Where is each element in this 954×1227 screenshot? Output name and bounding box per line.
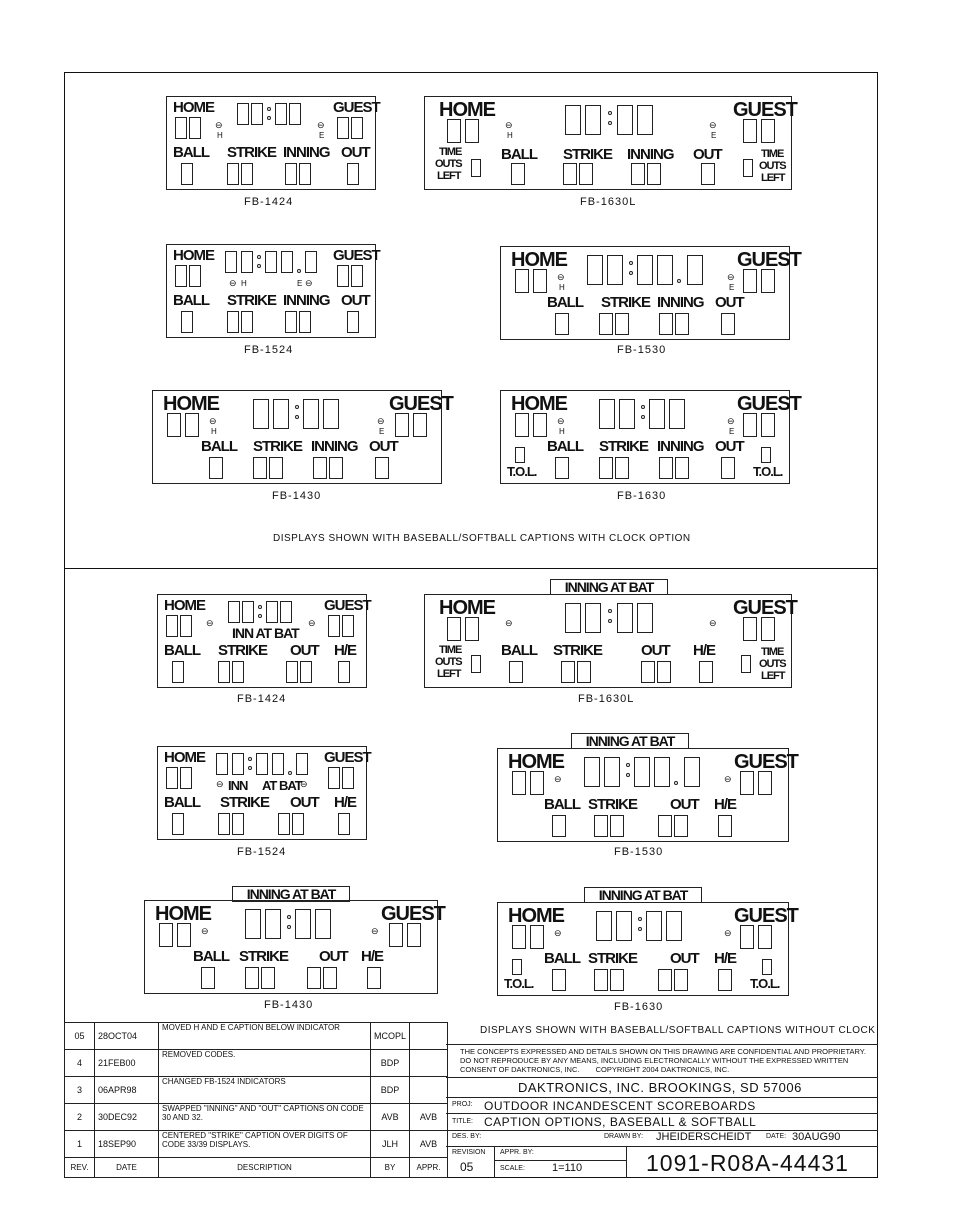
scoreboard-fb-1530-clock: HOME GUEST ⊖ H ⊖ E BALL STRIKE INNING OUT bbox=[500, 246, 790, 340]
indicator-icon: ⊖ bbox=[505, 120, 513, 130]
indicator-icon: ⊖ bbox=[709, 120, 717, 130]
inning-at-bat-banner: INNING AT BAT bbox=[571, 733, 689, 749]
model-label: FB-1630 bbox=[617, 490, 667, 502]
indicator-icon: ⊖ bbox=[209, 416, 217, 426]
drawing-number: 1091-R08A-44431 bbox=[646, 1150, 849, 1176]
inning-at-bat-banner: INNING AT BAT bbox=[550, 579, 668, 595]
section-divider bbox=[64, 568, 878, 569]
indicator-icon: ⊖ bbox=[724, 774, 732, 784]
indicator-icon: ⊖ bbox=[709, 618, 717, 628]
model-label: FB-1530 bbox=[617, 344, 667, 356]
scoreboard-fb-1630l-clock: HOME GUEST ⊖ H ⊖ E TIME OUTS LEFT BALL STRIKE INNING OUT TIME OUTS LEFT bbox=[424, 96, 792, 190]
indicator-icon: ⊖ bbox=[727, 272, 735, 282]
scoreboard-fb-1630l-no-clock: HOME GUEST ⊖ ⊖ TIME OUTS LEFT BALL STRIKE OUT H/E TIME OUTS LEFT bbox=[424, 594, 792, 688]
indicator-icon: ⊖ bbox=[300, 779, 308, 789]
drawn-date: 30AUG90 bbox=[792, 1131, 841, 1143]
scoreboard-fb-1430-no-clock: HOME GUEST ⊖ ⊖ BALL STRIKE OUT H/E bbox=[144, 900, 438, 994]
indicator-icon: ⊖ bbox=[554, 774, 562, 784]
inning-at-bat-banner: INNING AT BAT bbox=[232, 886, 350, 902]
scoreboard-fb-1530-no-clock: HOME GUEST ⊖ ⊖ BALL STRIKE OUT H/E bbox=[497, 748, 789, 842]
model-label: FB-1524 bbox=[244, 344, 294, 356]
scale-value: 1=110 bbox=[552, 1162, 583, 1174]
indicator-icon: ⊖ bbox=[201, 926, 209, 936]
indicator-icon: ⊖ bbox=[229, 278, 237, 288]
indicator-icon: ⊖ bbox=[215, 120, 223, 130]
company-name: DAKTRONICS, INC. BROOKINGS, SD 57006 bbox=[518, 1080, 802, 1095]
scoreboard-fb-1424-no-clock: HOME GUEST ⊖ ⊖ INN AT BAT BALL STRIKE OUT H/E bbox=[157, 594, 367, 688]
revision-number: 05 bbox=[460, 1160, 474, 1174]
scoreboard-fb-1524-clock: HOME GUEST ⊖ H E ⊖ BALL STRIKE INNING OUT bbox=[166, 244, 376, 338]
model-label: FB-1530 bbox=[614, 846, 664, 858]
indicator-icon: ⊖ bbox=[505, 618, 513, 628]
drawing-title: CAPTION OPTIONS, BASEBALL & SOFTBALL bbox=[484, 1115, 757, 1129]
indicator-icon: ⊖ bbox=[371, 926, 379, 936]
indicator-icon: ⊖ bbox=[206, 618, 214, 628]
title-block: THE CONCEPTS EXPRESSED AND DETAILS SHOWN ON THIS DRAWING ARE CONFIDENTIAL AND PROPRIETARY. DO NOT REPRODUCE BY ANY MEANS, INCLUDING ELECTRONICALLY WITHOUT THE EXPRESSED WRITTEN CONSENT OF DAKTRONICS, INC. COPYRIGHT 2004 DAKTRONICS, INC. DAKTRONICS, INC. BROOKINGS, SD 57006 PROJ: OUTDOOR INCANDESCENT SCOREBOARDS TITLE: CAPTION OPTIONS, BASEBALL & SOFTBALL DES. BY: DRAWN BY: JHEIDERSCHEIDT DATE: 30AUG90 REVISION 05 APPR. BY: SCALE: 1=110 1091-R08A-44431 bbox=[446, 1044, 878, 1178]
model-label: FB-1630 bbox=[614, 1001, 664, 1013]
scoreboard-fb-1524-no-clock: HOME GUEST ⊖ INN AT BAT ⊖ BALL STRIKE OUT H/E bbox=[157, 746, 367, 840]
model-label: FB-1630L bbox=[580, 196, 637, 208]
model-label: FB-1524 bbox=[237, 846, 287, 858]
model-label: FB-1430 bbox=[264, 999, 314, 1011]
indicator-icon: ⊖ bbox=[377, 416, 385, 426]
scoreboard-fb-1424-clock: HOME GUEST ⊖ H ⊖ E BALL STRIKE INNING OUT bbox=[166, 96, 376, 190]
guest-caption: GUEST bbox=[333, 99, 380, 116]
indicator-icon: ⊖ bbox=[557, 272, 565, 282]
scoreboard-fb-1630-no-clock: HOME GUEST ⊖ ⊖ BALL STRIKE OUT H/E T.O.L. T.O.L. bbox=[497, 902, 789, 996]
indicator-icon: ⊖ bbox=[727, 416, 735, 426]
model-label: FB-1630L bbox=[578, 693, 635, 705]
revision-table: 05 28OCT04 MOVED H AND E CAPTION BELOW INDICATOR MCOPL 4 21FEB00 REMOVED CODES. BDP 3 06APR98 CHANGED FB-1524 INDICATORS BDP 2 30DEC92 SWAPPED "INNING" AND "OUT" CAPTIONS ON CODE 30 AND 32. AVB AVB 1 18SEP90 CENTERED "STRIKE" CAPTION OVER DIGITS OF CODE 33/39 DISPLAYS. JLH AVB REV. DATE DESCRIPTION BY APPR. bbox=[64, 1022, 448, 1178]
drawn-by: JHEIDERSCHEIDT bbox=[656, 1131, 752, 1143]
indicator-icon: ⊖ bbox=[305, 278, 313, 288]
indicator-icon: ⊖ bbox=[724, 928, 732, 938]
indicator-icon: ⊖ bbox=[317, 120, 325, 130]
note-without-clock: DISPLAYS SHOWN WITH BASEBALL/SOFTBALL CAPTIONS WITHOUT CLOCK bbox=[480, 1025, 876, 1036]
inning-at-bat-banner: INNING AT BAT bbox=[584, 887, 702, 903]
indicator-icon: ⊖ bbox=[308, 618, 316, 628]
scoreboard-fb-1430-clock: HOME GUEST ⊖ H ⊖ E BALL STRIKE INNING OUT bbox=[152, 390, 442, 484]
model-label: FB-1424 bbox=[244, 196, 294, 208]
confidential-notice: THE CONCEPTS EXPRESSED AND DETAILS SHOWN ON THIS DRAWING ARE CONFIDENTIAL AND PROPRIETARY. DO NOT REPRODUCE BY ANY MEANS, INCLUDING ELECTRONICALLY WITHOUT THE EXPRESSED WRITTEN CONSENT OF DAKTRONICS, INC. COPYRIGHT 2004 DAKTRONICS, INC. bbox=[460, 1047, 866, 1074]
indicator-icon: ⊖ bbox=[216, 779, 224, 789]
note-with-clock: DISPLAYS SHOWN WITH BASEBALL/SOFTBALL CAPTIONS WITH CLOCK OPTION bbox=[273, 533, 691, 544]
indicator-icon: ⊖ bbox=[557, 416, 565, 426]
indicator-icon: ⊖ bbox=[554, 928, 562, 938]
home-caption: HOME bbox=[173, 99, 214, 116]
model-label: FB-1430 bbox=[272, 490, 322, 502]
project-name: OUTDOOR INCANDESCENT SCOREBOARDS bbox=[484, 1099, 756, 1113]
scoreboard-fb-1630-clock: HOME GUEST ⊖ H ⊖ E BALL STRIKE INNING OUT T.O.L. T.O.L. bbox=[500, 390, 790, 484]
model-label: FB-1424 bbox=[237, 693, 287, 705]
